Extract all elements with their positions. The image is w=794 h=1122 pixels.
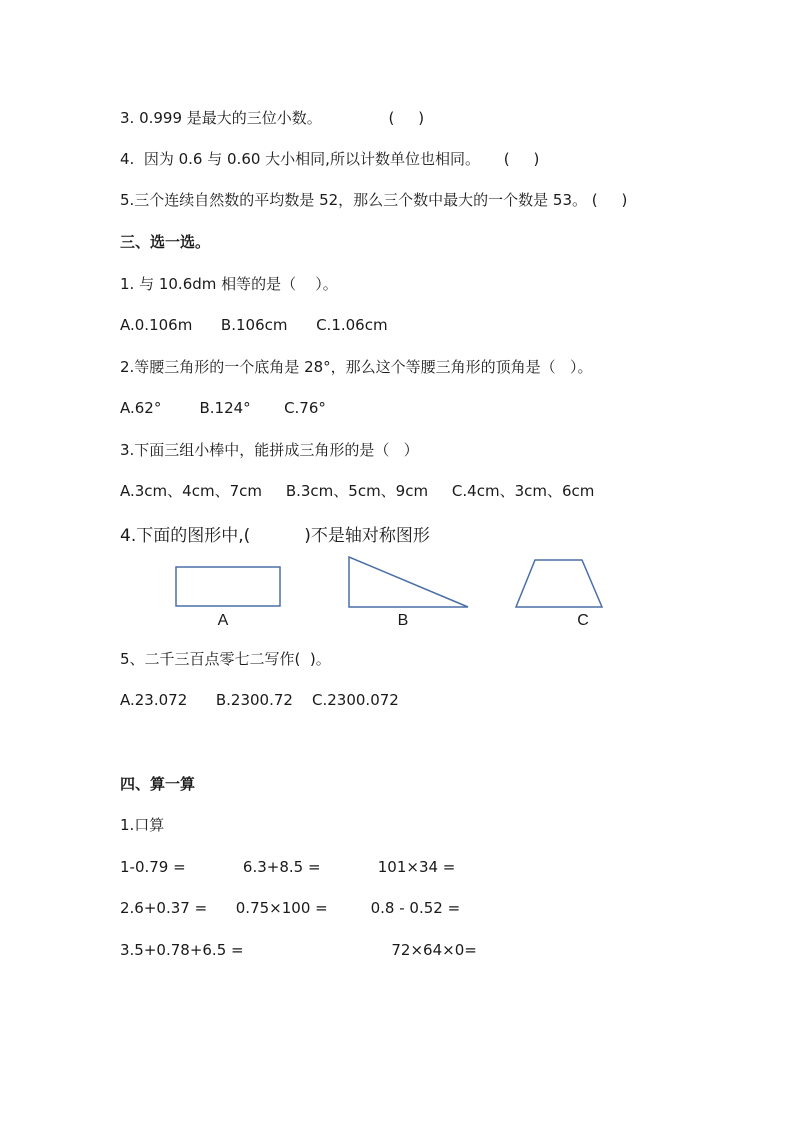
section-heading-calc: 四、算一算 (120, 775, 196, 793)
shape-label-b: B (397, 612, 409, 629)
calc-row-3: 3.5+0.78+6.5 = 72×64×0= (120, 941, 477, 959)
judge-item-3: 3. 0.999 是最大的三位小数。 ( ) (120, 109, 425, 127)
question-2: 2.等腰三角形的一个底角是 28°，那么这个等腰三角形的顶角是（ ）。 (120, 358, 593, 376)
question-1-options: A.0.106m B.106cm C.1.06cm (120, 316, 388, 334)
right-triangle-shape (349, 557, 468, 607)
question-5: 5、二千三百点零七二写作( )。 (120, 650, 331, 668)
calc-row-1: 1-0.79 = 6.3+8.5 = 101×34 = (120, 858, 456, 876)
question-3-options: A.3cm、4cm、7cm B.3cm、5cm、9cm C.4cm、3cm、6cm (120, 482, 595, 500)
calc-row-2: 2.6+0.37 = 0.75×100 = 0.8 - 0.52 = (120, 899, 461, 917)
judge-item-4: 4. 因为 0.6 与 0.60 大小相同,所以计数单位也相同。 ( ) (120, 150, 540, 168)
shape-label-c: C (577, 612, 589, 629)
section-heading-choose: 三、选一选。 (120, 233, 211, 251)
trapezoid-shape (516, 560, 602, 607)
question-4: 4.下面的图形中,( )不是轴对称图形 (120, 526, 430, 546)
rectangle-shape (176, 567, 280, 606)
shape-label-a: A (217, 612, 229, 629)
judge-item-5: 5.三个连续自然数的平均数是 52，那么三个数中最大的一个数是 53。 ( ) (120, 191, 628, 209)
calc-subheading: 1.口算 (120, 816, 165, 834)
question-1: 1. 与 10.6dm 相等的是（ ）。 (120, 275, 338, 293)
shape-figures (0, 550, 794, 640)
question-2-options: A.62° B.124° C.76° (120, 399, 326, 417)
question-5-options: A.23.072 B.2300.72 C.2300.072 (120, 691, 399, 709)
question-3: 3.下面三组小棒中，能拼成三角形的是（ ） (120, 441, 419, 459)
